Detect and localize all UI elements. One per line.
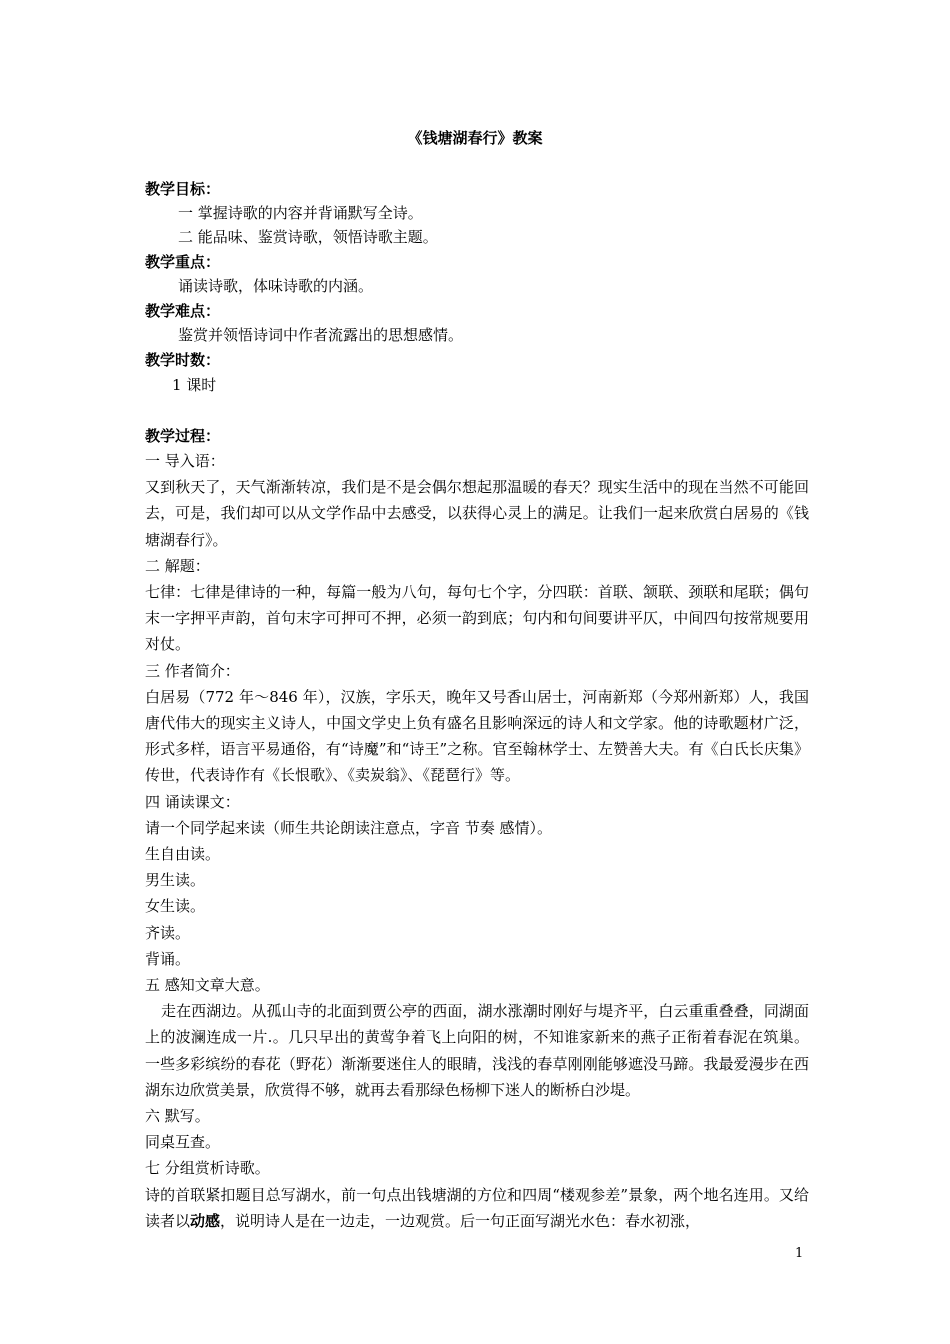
group-title: 七 分组赏析诗歌。 — [145, 1159, 270, 1178]
reading-line: 男生读。 — [145, 871, 206, 890]
key-points-text: 诵读诗歌，体味诗歌的内涵。 — [178, 277, 374, 295]
reading-title: 四 诵读课文： — [145, 792, 240, 811]
difficulties-heading: 教学难点： — [145, 302, 221, 320]
page-title: 《钱塘湖春行》教案 — [407, 129, 543, 147]
group-text-emphasis: 动感 — [190, 1211, 221, 1230]
reading-line: 生自由读。 — [145, 845, 221, 864]
process-heading: 教学过程： — [145, 427, 221, 445]
objectives-heading: 教学目标： — [145, 180, 221, 198]
group-text-part-b: ，说明诗人是在一边走，一边观赏。后一句正面写湖光水色：春水初涨， — [220, 1211, 701, 1230]
group-text — [145, 1182, 809, 1234]
process-body — [145, 448, 809, 1234]
reading-line: 女生读。 — [145, 897, 206, 916]
dictation-title: 六 默写。 — [145, 1107, 210, 1126]
author-title: 三 作者简介： — [145, 661, 240, 680]
difficulties-text: 鉴赏并领悟诗词中作者流露出的思想感情。 — [178, 326, 464, 344]
explain-title: 二 解题： — [145, 556, 210, 575]
group-text-part-a: 诗的首联紧扣题目总写湖水，前一句点出钱塘湖的方位和四周“楼观参差”景象，两个地名连用。又给读者以 — [145, 1185, 809, 1230]
intro-text: 又到秋天了，天气渐渐转凉，我们是不是会偶尔想起那温暖的春天？现实生活中的现在当然不可能回去，可是，我们却可以从文学作品中去感受，以获得心灵上的满足。让我们一起来欣赏白居易的《钱塘湖春行》。 — [145, 478, 809, 549]
objective-item-1: 一 掌握诗歌的内容并背诵默写全诗。 — [178, 204, 423, 222]
meaning-title: 五 感知文章大意。 — [145, 976, 270, 995]
page-number: 1 — [795, 1246, 804, 1261]
hours-text: 1 课时 — [172, 376, 217, 394]
author-text: 白居易（772 年～846 年），汉族，字乐天，晚年又号香山居士，河南新郑（今郑州新郑）人，我国唐代伟大的现实主义诗人，中国文学史上负有盛名且影响深远的诗人和文学家。他的诗歌题材广泛，形式多样，语言平易通俗，有“诗魔”和“诗王”之称。官至翰林学士、左赞善大夫。有《白氏长庆集》传世，代表诗作有《长恨歌》、《卖炭翁》、《琵琶行》等。 — [145, 687, 809, 785]
objective-item-2: 二 能品味、鉴赏诗歌，领悟诗歌主题。 — [178, 228, 438, 246]
meaning-text: 走在西湖边。从孤山寺的北面到贾公亭的西面，湖水涨潮时刚好与堤齐平，白云重重叠叠，同湖面上的波澜连成一片.。几只早出的黄莺争着飞上向阳的树，不知谁家新来的燕子正衔着春泥在筑巢。一些多彩缤纷的春花（野花）渐渐要迷住人的眼睛，浅浅的春草刚刚能够遮没马蹄。我最爱漫步在西湖东边欣赏美景，欣赏得不够，就再去看那绿色杨柳下迷人的断桥白沙堤。 — [145, 1002, 809, 1099]
hours-heading: 教学时数： — [145, 351, 221, 369]
dictation-text: 同桌互查。 — [145, 1133, 221, 1152]
key-points-heading: 教学重点： — [145, 253, 221, 271]
reading-line: 背诵。 — [145, 949, 191, 968]
reading-line: 齐读。 — [145, 923, 191, 942]
reading-line: 请一个同学起来读（师生共论朗读注意点，字音 节奏 感情）。 — [145, 818, 553, 837]
intro-title: 一 导入语： — [145, 452, 225, 470]
explain-text: 七律：七律是律诗的一种，每篇一般为八句，每句七个字，分四联：首联、颔联、颈联和尾联；偶句末一字押平声韵，首句末字可押可不押，必须一韵到底；句内和句间要讲平仄，中间四句按常规要用对仗。 — [145, 583, 809, 654]
